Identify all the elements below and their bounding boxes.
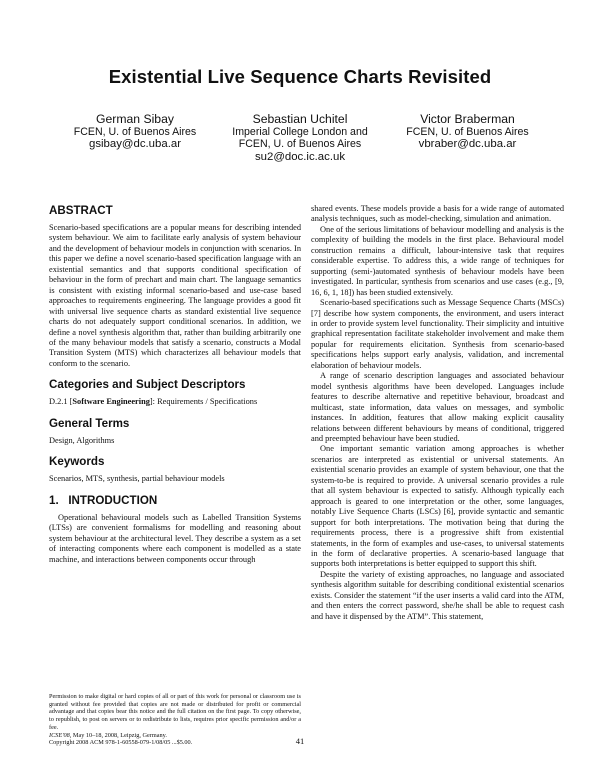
categories-code: D.2.1 [ bbox=[49, 397, 73, 407]
keywords-text: Scenarios, MTS, synthesis, partial behaviour models bbox=[49, 474, 225, 484]
body-paragraph: A range of scenario description languages and associated behaviour model synthesis algorithms have been developed. Languages include features to describe alternative and repetitive behaviour, broadcast and multicast, state information, data values on messages, and symbolic instances. In addition, features that allow making explicit causality relations between different behaviours by means of conditional, triggered and preempted behaviour have been studied. bbox=[311, 371, 564, 443]
right-column bbox=[311, 204, 564, 622]
categories-rest: ]: Requirements / Specifications bbox=[149, 397, 258, 407]
categories-bold: Software Engineering bbox=[72, 397, 150, 407]
paper-title: Existential Live Sequence Charts Revisited bbox=[108, 66, 492, 87]
author-affiliation-2: FCEN, U. of Buenos Aires bbox=[238, 138, 362, 151]
venue-name: ICSE'08, bbox=[49, 731, 72, 739]
venue-details: May 10–18, 2008, Leipzig, Germany. bbox=[71, 731, 167, 739]
author-affiliation: FCEN, U. of Buenos Aires bbox=[73, 126, 197, 138]
introduction-heading: 1. INTRODUCTION bbox=[49, 493, 158, 507]
abstract-text: Scenario-based specifications are a popular means for describing intended system behaviour. We aim to facilitate early analysis of system behaviour and the development of behaviour models in conjunction with scenarios. In this paper we define a novel scenario-based specification language with an existential semantics and that supports conditional specification of behaviour in the form of prechart and main chart. The language semantics is consistent with existing informal scenario-based and use-case based approaches to requirements engineering. The language provides a good fit with universal live sequence charts as standard existential live sequence charts do not adequately support conditional scenarios. In addition, we define a novel synthesis algorithm that, rather than building arbitrarily one of the many behaviour models that satisfy a scenario, constructs a Modal Transition System (MTS) which characterizes all behaviour models that conform to the scenario. bbox=[49, 223, 301, 368]
abstract-heading: ABSTRACT bbox=[49, 204, 113, 217]
keywords-heading: Keywords bbox=[49, 455, 105, 469]
author-affiliation: FCEN, U. of Buenos Aires bbox=[406, 126, 529, 138]
author-affiliation: Imperial College London and bbox=[232, 126, 368, 138]
copyright-line: Copyright 2008 ACM 978-1-60558-079-1/08/05 ...$5.00. bbox=[49, 739, 193, 747]
author-2 bbox=[225, 112, 375, 164]
author-name: German Sibay bbox=[96, 112, 174, 126]
body-paragraph: shared events. These models provide a basis for a wide range of automated analysis techniques, such as model-checking, simulation and animation. bbox=[311, 204, 564, 224]
author-1 bbox=[70, 112, 200, 151]
author-email: gsibay@dc.uba.ar bbox=[89, 138, 181, 151]
body-paragraph: One important semantic variation among approaches is whether scenarios are interpreted as existential or universal statements. An existential scenario provides an example of system behaviour, one that the system-to-be is required to provide. A universal scenario provides a rule that all system behaviour is expected to satisfy. Although typically each approach is geared to one interpretation or the other, some languages, notably Live Sequence Charts (LSCs) [6], provide syntactic and semantic support for both interpretations. The motivation being that during the requirements process, there is a progressive shift from existential statements, in the form of examples and use-cases, to universal statements in the form of declarative properties. A scenario-based language that supports both interpretations is better equipped to support this shift. bbox=[311, 444, 564, 569]
author-block bbox=[30, 112, 570, 187]
page-number: 41 bbox=[295, 736, 305, 746]
categories-heading: Categories and Subject Descriptors bbox=[49, 378, 246, 392]
general-terms-text: Design, Algorithms bbox=[49, 435, 115, 445]
author-email: vbraber@dc.uba.ar bbox=[418, 138, 517, 151]
introduction-text: Operational behavioural models such as Labelled Transition Systems (LTSs) are convenient formalisms for modelling and reasoning about system behaviour at the architectural level. They describe a system as a set of interacting components where each component is modelled as a state machine, and interactions between components occur through bbox=[49, 512, 301, 564]
body-paragraph: Scenario-based specifications such as Message Sequence Charts (MSCs) [7] describe how system components, the environment, and users interact in order to provide system level functionality. Their simplicity and intuitive graphical representation facilitate stakeholder involvement and make them popular for requirements elicitation. Synthesis from scenario-based specifications helps support early analysis, validation, and incremental elaboration of behaviour models. bbox=[311, 298, 564, 370]
left-column bbox=[49, 204, 301, 565]
body-paragraph: One of the serious limitations of behaviour modelling and analysis is the complexity of building the models in the first place. Behavioural model construction remains a difficult, labour-intensive task that requires considerable expertise. To address this, a wide range of techniques for supporting (semi-)automated synthesis of behaviour models have been investigated. In particular, synthesis from scenarios and use cases (e.g., [9, 16, 6, 1, 18]) has been studied extensively. bbox=[311, 224, 564, 297]
author-3 bbox=[395, 112, 540, 151]
author-email: su2@doc.ic.ac.uk bbox=[254, 150, 346, 163]
author-name: Sebastian Uchitel bbox=[252, 112, 348, 126]
general-terms-heading: General Terms bbox=[49, 416, 130, 430]
author-name: Victor Braberman bbox=[420, 112, 515, 126]
permission-notice: Permission to make digital or hard copies of all or part of this work for personal or classroom use is granted without fee provided that copies are not made or distributed for profit or commercial advantage and that copies bear this notice and the full citation on the first page. To copy otherwise, to republish, to post on servers or to redistribute to lists, requires prior specific permission and/or a fee. bbox=[49, 693, 301, 731]
body-paragraph: Despite the variety of existing approaches, no language and associated synthesis algorithm suitable for describing conditional existential scenarios exists. Consider the statement “if the user inserts a valid card into the ATM, and then enters the correct password, she/he shall be able to request cash and have it dispensed by the ATM”. This statement, bbox=[311, 569, 564, 621]
categories-text bbox=[49, 397, 301, 407]
